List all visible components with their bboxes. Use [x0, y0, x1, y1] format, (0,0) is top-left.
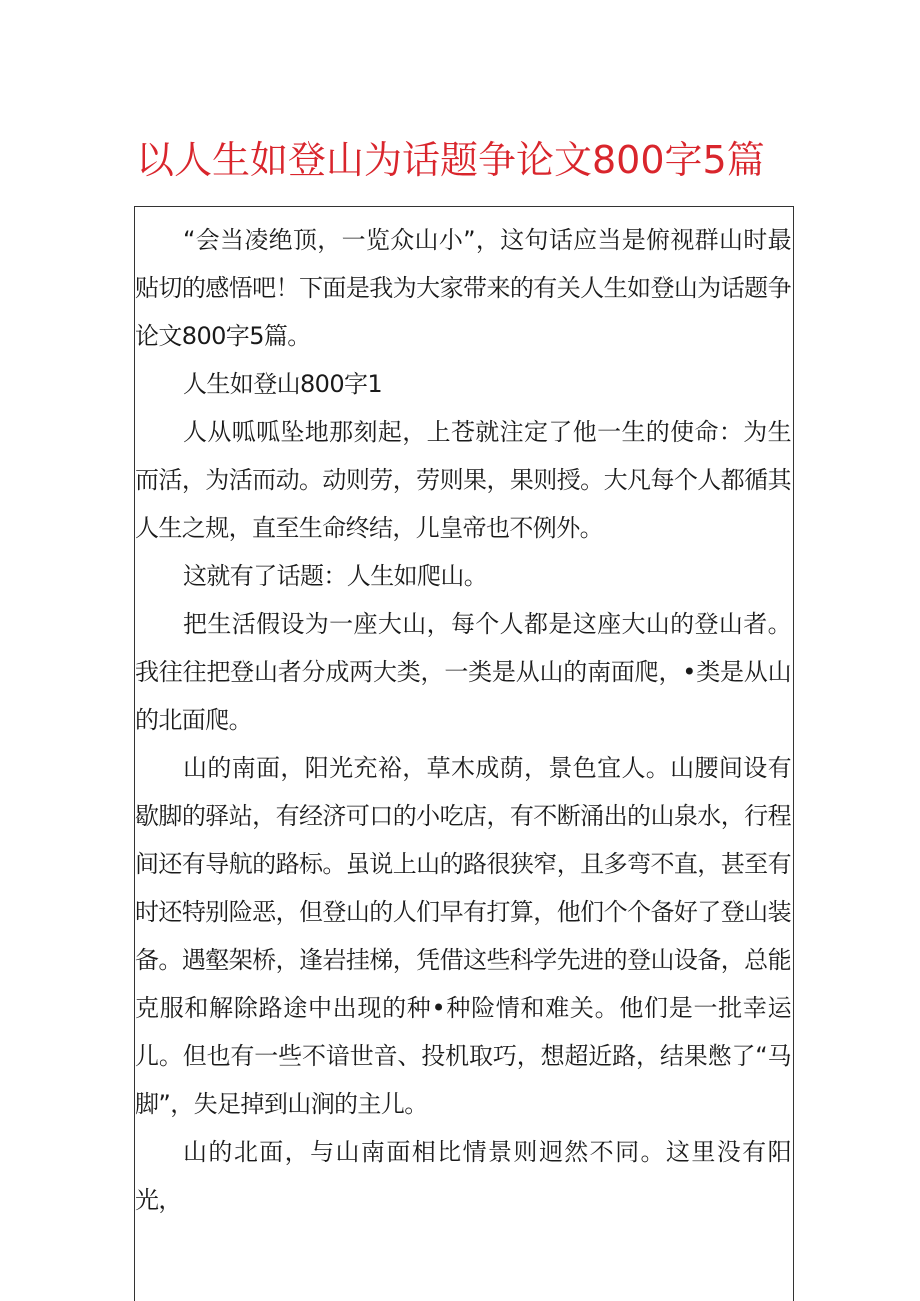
paragraph: 山的北面，与山南面相比情景则迥然不同。这里没有阳光， — [135, 1138, 791, 1214]
paragraph-intro: “会当凌绝顶，一览众山小”，这句话应当是俯视群山时最贴切的感悟吧！下面是我为大家带来的有关人生如登山为话题争论文800字5篇。 — [135, 226, 791, 350]
content-frame — [134, 206, 794, 1301]
paragraph: 这就有了话题：人生如爬山。 — [183, 562, 488, 590]
section-heading: 人生如登山800字1 — [183, 370, 383, 398]
paragraph: 把生活假设为一座大山，每个人都是这座大山的登山者。我往往把登山者分成两大类，一类是从山的南面爬，•类是从山的北面爬。 — [135, 610, 791, 734]
document-body — [135, 216, 791, 1224]
paragraph: 人从呱呱坠地那刻起，上苍就注定了他一生的使命：为生而活，为活而动。动则劳，劳则果，果则授。大凡每个人都循其人生之规，直至生命终结，儿皇帝也不例外。 — [135, 418, 791, 542]
document-title: 以人生如登山为话题争论文800字5篇 — [136, 138, 765, 182]
paragraph: 山的南面，阳光充裕，草木成荫，景色宜人。山腰间设有歇脚的驿站，有经济可口的小吃店，有不断涌出的山泉水，行程间还有导航的路标。虽说上山的路很狭窄，且多弯不直，甚至有时还特别险恶，但登山的人们早有打算，他们个个备好了登山装备。遇壑架桥，逢岩挂梯，凭借这些科学先进的登山设备，总能克服和解除路途中出现的种•种险情和难关。他们是一批幸运儿。但也有一些不谙世音、投机取巧，想超近路，结果憋了“马脚”，失足掉到山涧的主儿。 — [135, 754, 791, 1118]
